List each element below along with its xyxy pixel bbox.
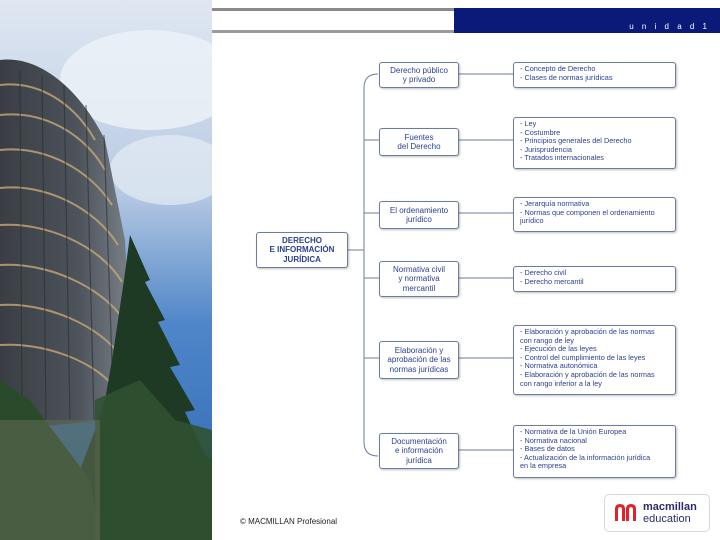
detail-item: - Tratados internacionales <box>520 153 604 163</box>
details-documentacion <box>513 425 676 478</box>
detail-item: - Actualización de la información jurídica <box>520 452 651 462</box>
details-derecho-publico <box>513 62 676 88</box>
root-node: DERECHO E INFORMACIÓN JURÍDICA <box>256 232 348 268</box>
detail-item: - Concepto de Derecho <box>520 64 596 73</box>
details-normativa-civil <box>513 266 676 292</box>
detail-item: - Elaboración y aprobación de las normas <box>520 327 655 336</box>
detail-item: - Elaboración y aprobación de las normas <box>520 369 655 379</box>
logo-line-1: macmillan <box>643 501 697 513</box>
detail-item: jurídico <box>520 216 544 226</box>
detail-item: - Normativa de la Unión Europea <box>520 427 627 436</box>
detail-item: - Costumbre <box>520 127 561 137</box>
logo-line-2: education <box>643 513 691 525</box>
detail-item: - Jerarquía normativa <box>520 199 590 208</box>
detail-item: - Clases de normas jurídicas <box>520 72 613 82</box>
node-ordenamiento: El ordenamiento jurídico <box>379 201 459 229</box>
node-normativa-civil: Normativa civil y normativa mercantil <box>379 261 459 297</box>
macmillan-logo-icon <box>613 501 639 523</box>
detail-item: - Normas que componen el ordenamiento <box>520 207 655 217</box>
publisher-logo <box>604 494 710 532</box>
unit-label: u n i d a d 1 <box>629 22 710 31</box>
node-fuentes: Fuentes del Derecho <box>379 128 459 156</box>
detail-item: con rango inferior a la ley <box>520 378 602 388</box>
detail-item: - Principios generales del Derecho <box>520 136 632 146</box>
header-rule-top <box>212 8 454 11</box>
details-ordenamiento <box>513 197 676 232</box>
node-elaboracion: Elaboración y aprobación de las normas jurídicas <box>379 341 459 379</box>
detail-item: - Normativa nacional <box>520 435 587 445</box>
copyright-text: © MACMILLAN Profesional <box>240 517 338 526</box>
detail-item: - Derecho civil <box>520 268 567 277</box>
detail-item: - Derecho mercantil <box>520 276 584 286</box>
detail-item: - Ley <box>520 119 537 128</box>
detail-item: - Jurisprudencia <box>520 144 572 154</box>
node-documentacion: Documentación e información jurídica <box>379 433 459 469</box>
detail-item: - Ejecución de las leyes <box>520 344 597 354</box>
detail-item: en la empresa <box>520 461 567 471</box>
concept-map <box>212 40 720 480</box>
detail-item: - Normativa autonómica <box>520 361 598 371</box>
detail-item: - Control del cumplimiento de las leyes <box>520 352 646 362</box>
detail-item: - Bases de datos <box>520 444 575 454</box>
building-photo <box>0 0 212 540</box>
node-derecho-publico: Derecho público y privado <box>379 62 459 88</box>
unit-banner <box>454 8 720 33</box>
details-fuentes <box>513 117 676 169</box>
detail-item: con rango de ley <box>520 335 574 345</box>
details-elaboracion <box>513 325 676 395</box>
